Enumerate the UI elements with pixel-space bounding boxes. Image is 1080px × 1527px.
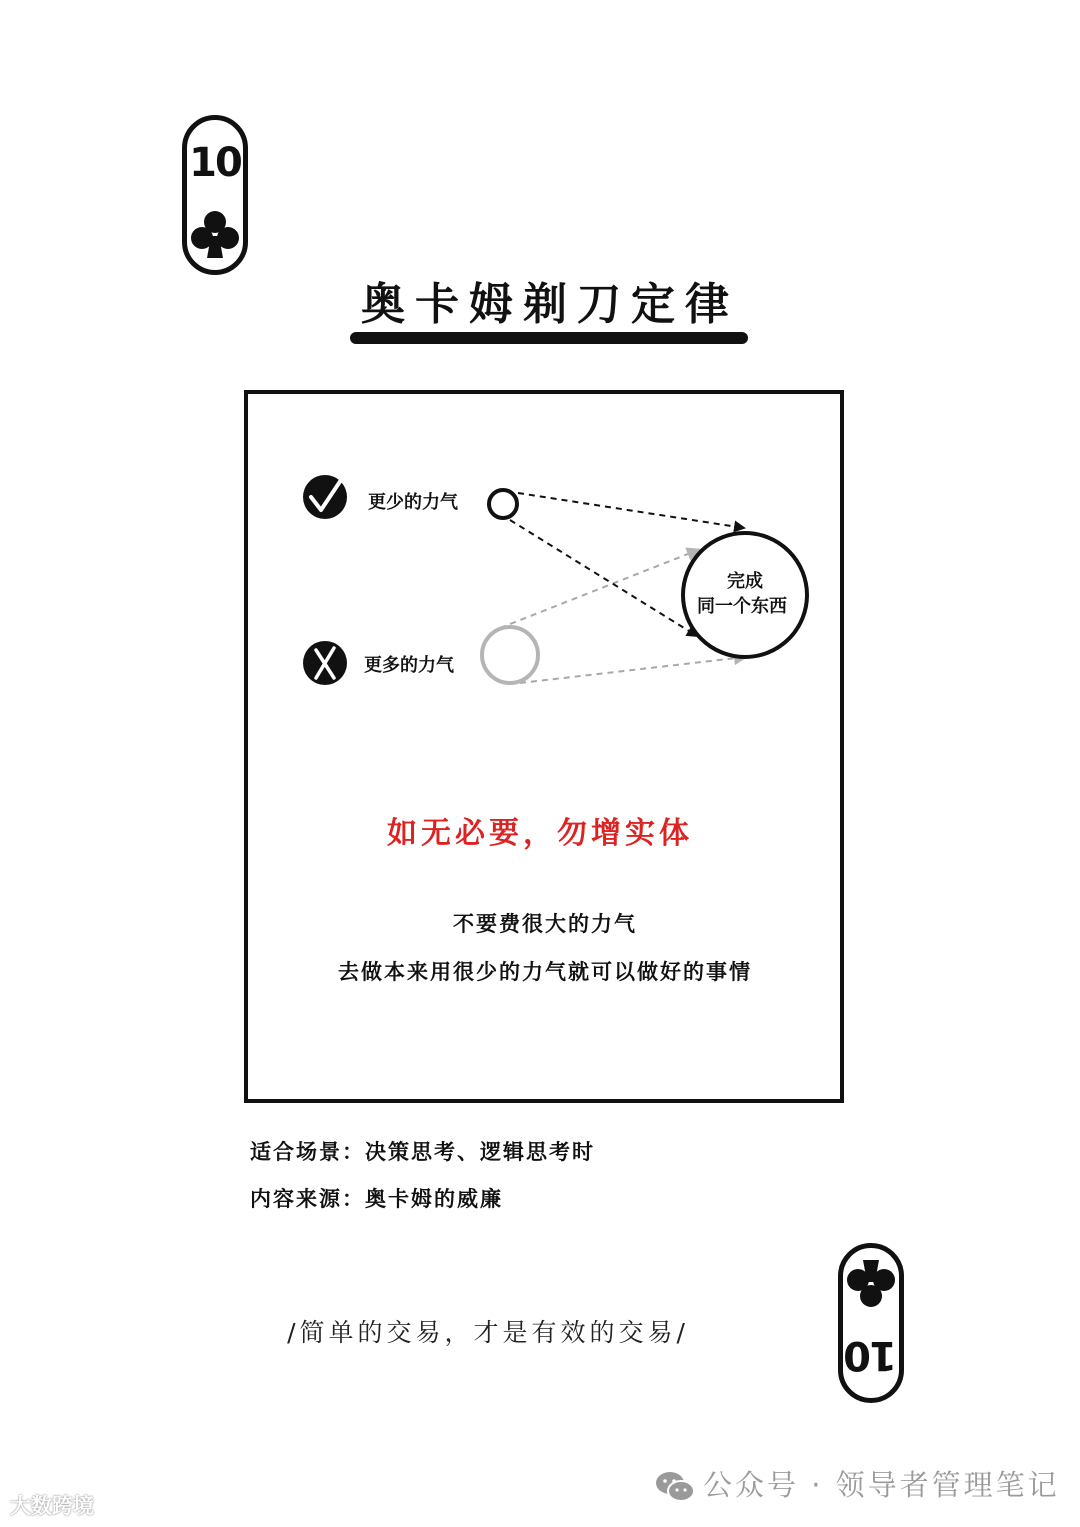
page-title: 奥卡姆剃刀定律 — [361, 279, 739, 330]
watermark-brand-text: 大数跨境 — [10, 1494, 94, 1518]
meta-scene-value: 决策思考、逻辑思考时 — [365, 1140, 595, 1164]
card-rank-bottom: 10 — [845, 1332, 897, 1378]
watermark-wechat — [655, 1463, 1060, 1503]
wechat-icon — [655, 1470, 695, 1504]
less-effort-circle — [489, 490, 517, 518]
more-effort-circle — [482, 627, 538, 683]
card-rank: 10 — [189, 140, 241, 186]
description-line1: 不要费很大的力气 — [453, 912, 637, 936]
check-mark-icon — [303, 475, 347, 519]
watermark-wechat-text: 公众号 · 领导者管理笔记 — [703, 1468, 1060, 1502]
cross-mark-icon — [303, 641, 347, 685]
meta-scene-label: 适合场景： — [250, 1140, 365, 1164]
card-badge-bottom — [838, 1243, 904, 1403]
more-effort-arrow-upper — [500, 550, 698, 628]
motto: 如无必要，勿增实体 — [387, 816, 693, 851]
more-effort-arrow-lower — [520, 657, 745, 683]
target-label-line1: 完成 — [727, 571, 763, 592]
target-label-line2: 同一个东西 — [697, 596, 787, 617]
less-effort-arrow-upper — [518, 493, 744, 528]
meta-source-value: 奥卡姆的威廉 — [365, 1187, 503, 1211]
watermark-brand — [10, 1490, 94, 1520]
description-line2: 去做本来用很少的力气就可以做好的事情 — [338, 960, 752, 984]
slogan: /简单的交易，才是有效的交易/ — [287, 1318, 689, 1347]
club-icon — [845, 1258, 897, 1310]
meta-scene — [250, 1136, 595, 1166]
meta-source — [250, 1183, 503, 1213]
less-effort-label: 更少的力气 — [368, 492, 458, 513]
more-effort-label: 更多的力气 — [364, 655, 454, 676]
meta-source-label: 内容来源： — [250, 1187, 365, 1211]
less-effort-arrow-lower — [510, 520, 697, 636]
